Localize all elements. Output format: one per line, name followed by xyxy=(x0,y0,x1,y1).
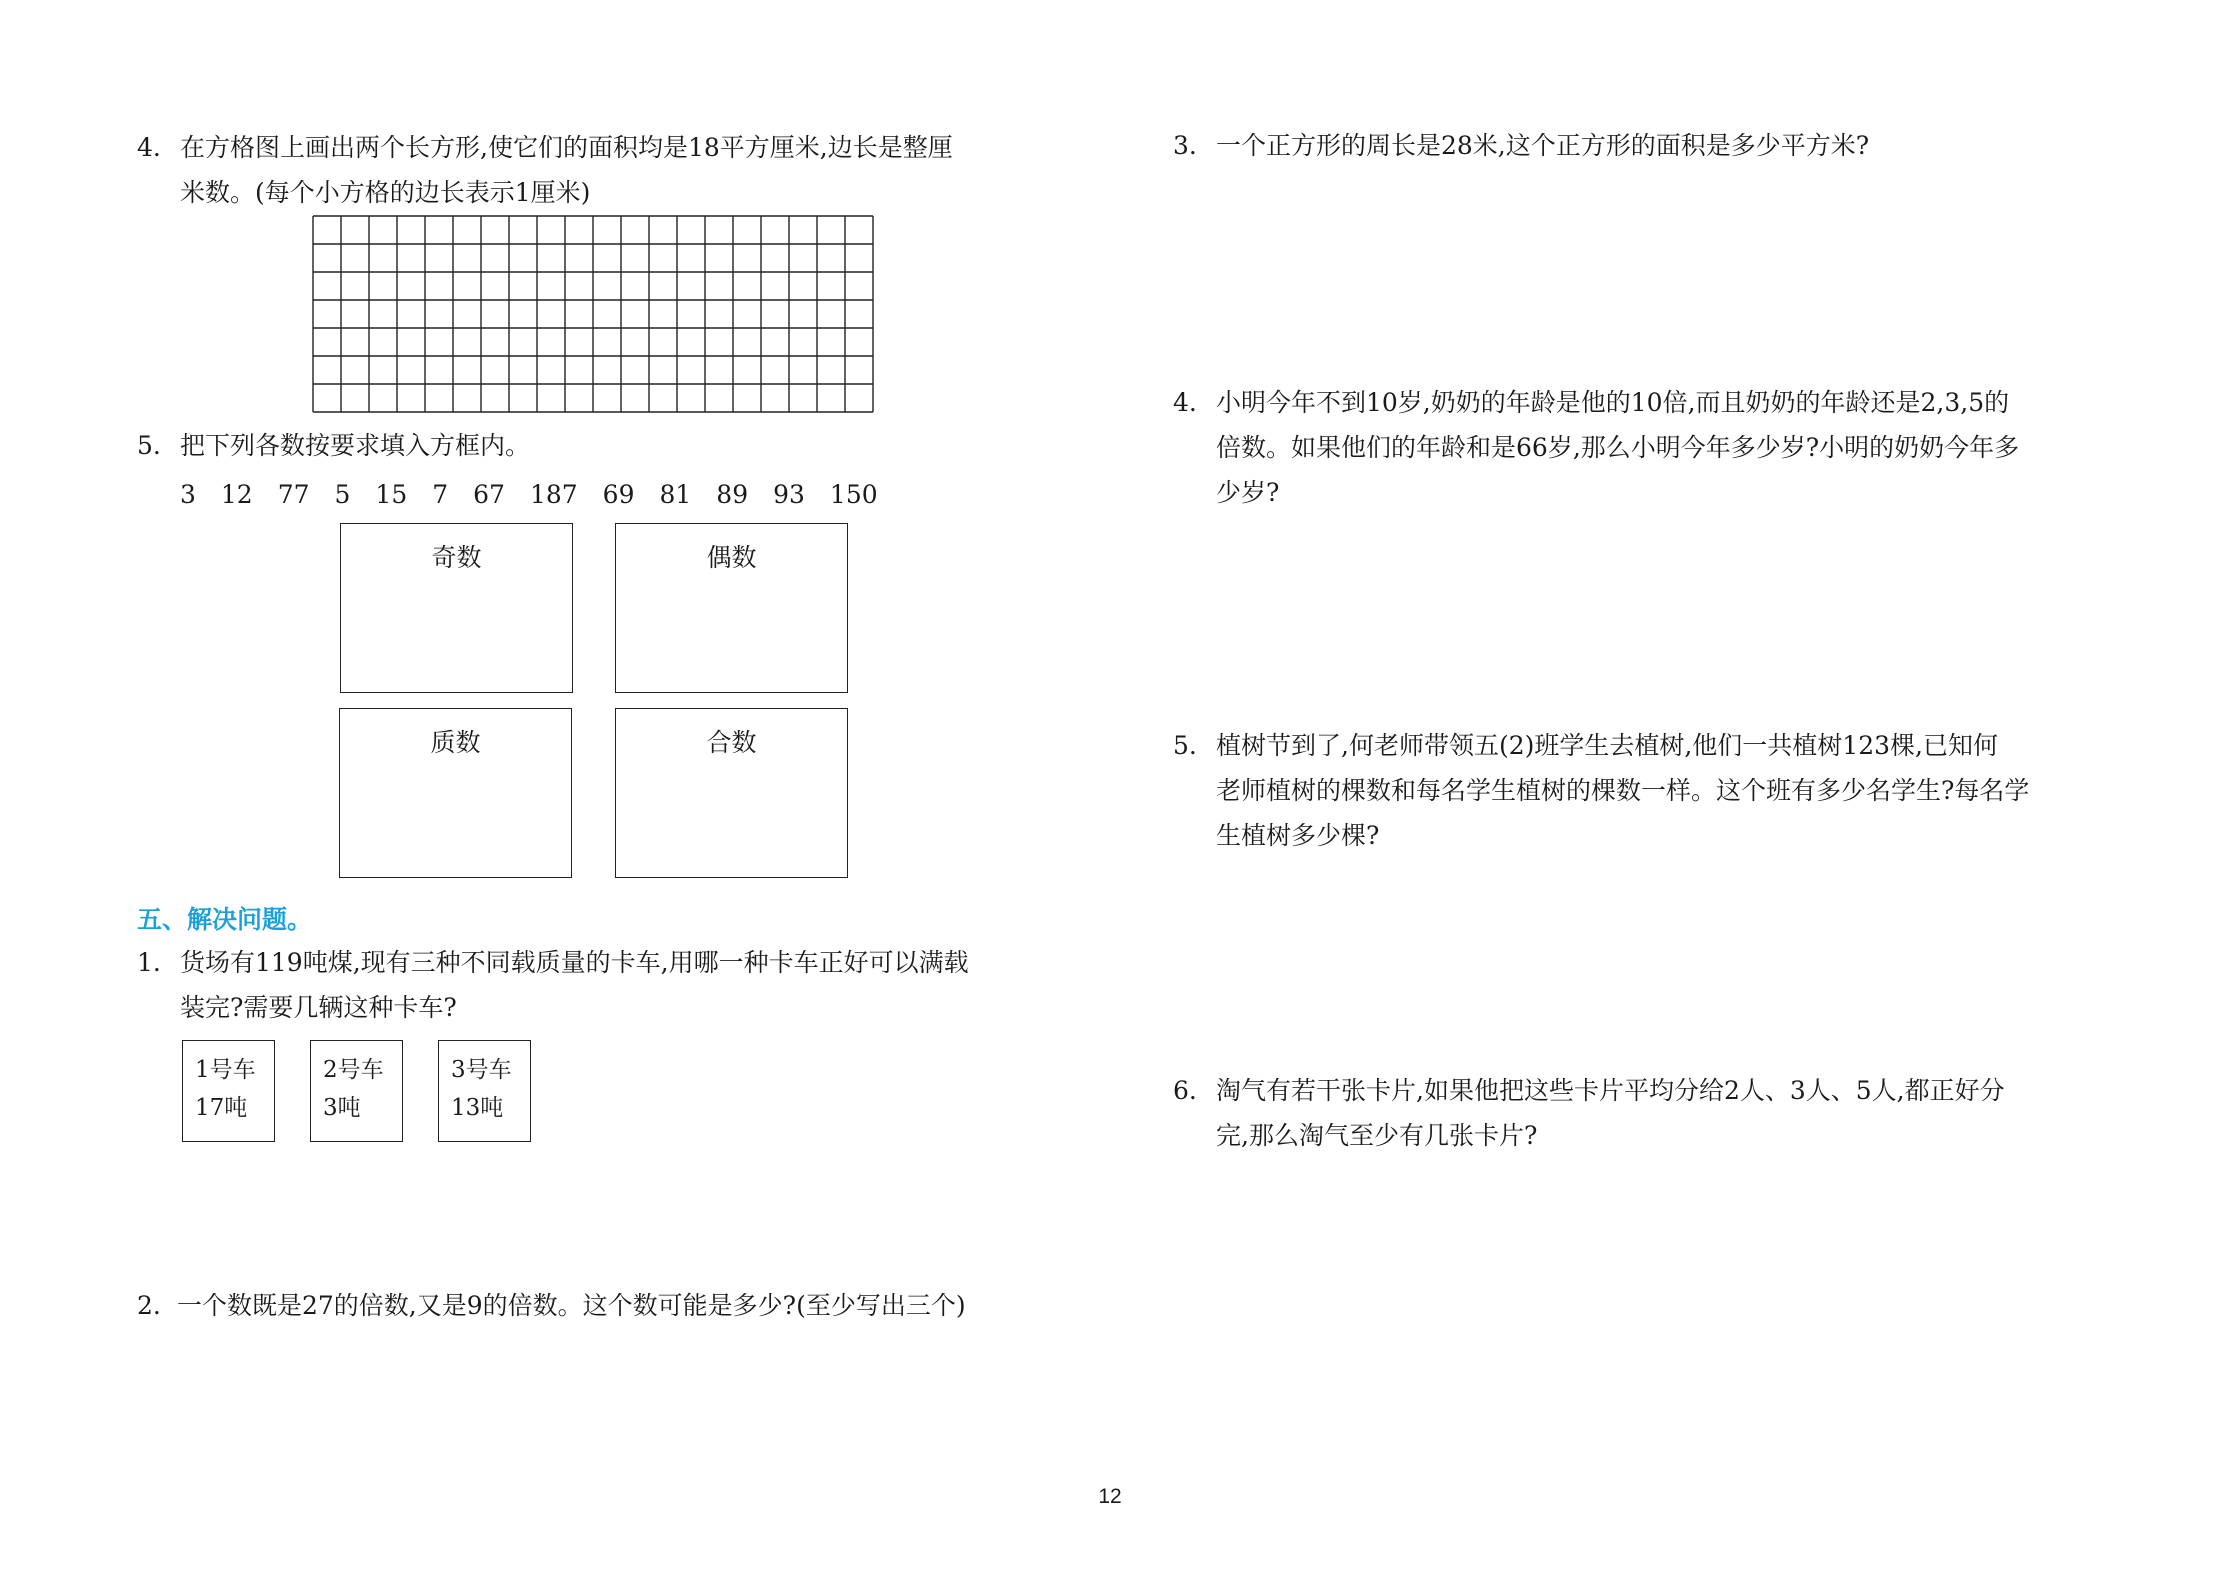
problem-4 xyxy=(1173,380,2113,515)
truck-name: 3号车 xyxy=(451,1057,512,1083)
question-5 xyxy=(137,423,1067,468)
odd-numbers-box[interactable] xyxy=(340,523,573,693)
problem-5 xyxy=(1173,723,2113,858)
box-label: 合数 xyxy=(706,728,757,757)
question-text: 把下列各数按要求填入方框内。 xyxy=(180,431,531,460)
question-text: 完,那么淘气至少有几张卡片? xyxy=(1216,1121,1538,1150)
question-4 xyxy=(137,125,1067,215)
truck-load: 3吨 xyxy=(323,1095,361,1121)
question-number: 2. xyxy=(137,1291,161,1320)
question-text: 一个正方形的周长是28米,这个正方形的面积是多少平方米? xyxy=(1216,131,1870,160)
problem-2 xyxy=(137,1283,1137,1328)
question-text: 老师植树的棵数和每名学生植树的棵数一样。这个班有多少名学生?每名学 xyxy=(1216,776,2030,805)
box-label: 质数 xyxy=(430,728,481,757)
truck-name: 2号车 xyxy=(323,1057,384,1083)
question-text: 生植树多少棵? xyxy=(1216,821,1380,850)
question-text: 倍数。如果他们的年龄和是66岁,那么小明今年多少岁?小明的奶奶今年多 xyxy=(1216,433,2020,462)
box-label: 偶数 xyxy=(706,543,757,572)
number-list: 3 12 77 5 15 7 67 187 69 81 89 93 150 xyxy=(180,480,878,509)
even-numbers-box[interactable] xyxy=(615,523,848,693)
grid-paper xyxy=(312,215,874,413)
truck-card-1 xyxy=(182,1040,275,1142)
prime-numbers-box[interactable] xyxy=(339,708,572,878)
page-number: 12 xyxy=(1098,1485,1122,1508)
question-text: 一个数既是27的倍数,又是9的倍数。这个数可能是多少?(至少写出三个) xyxy=(177,1291,966,1320)
question-number: 5. xyxy=(1173,731,1197,760)
truck-card-3 xyxy=(438,1040,531,1142)
box-label: 奇数 xyxy=(431,543,482,572)
question-number: 4. xyxy=(137,133,161,162)
question-text: 小明今年不到10岁,奶奶的年龄是他的10倍,而且奶奶的年龄还是2,3,5的 xyxy=(1216,388,2010,417)
problem-6 xyxy=(1173,1068,2113,1158)
problem-3 xyxy=(1173,123,2113,168)
question-number: 5. xyxy=(137,431,161,460)
question-text: 装完?需要几辆这种卡车? xyxy=(180,993,457,1022)
section-heading: 五、解决问题。 xyxy=(137,905,313,934)
question-number: 6. xyxy=(1173,1076,1197,1105)
question-text: 在方格图上画出两个长方形,使它们的面积均是18平方厘米,边长是整厘 xyxy=(180,133,953,162)
question-number: 3. xyxy=(1173,131,1197,160)
question-text: 植树节到了,何老师带领五(2)班学生去植树,他们一共植树123棵,已知何 xyxy=(1216,731,1998,760)
question-text: 少岁? xyxy=(1216,478,1280,507)
problem-1 xyxy=(137,940,1067,1030)
question-number: 4. xyxy=(1173,388,1197,417)
truck-name: 1号车 xyxy=(195,1057,256,1083)
question-text: 米数。(每个小方格的边长表示1厘米) xyxy=(180,178,591,207)
truck-load: 17吨 xyxy=(195,1095,248,1121)
question-text: 货场有119吨煤,现有三种不同载质量的卡车,用哪一种卡车正好可以满载 xyxy=(180,948,969,977)
composite-numbers-box[interactable] xyxy=(615,708,848,878)
question-number: 1. xyxy=(137,948,161,977)
truck-load: 13吨 xyxy=(451,1095,504,1121)
truck-card-2 xyxy=(310,1040,403,1142)
question-text: 淘气有若干张卡片,如果他把这些卡片平均分给2人、3人、5人,都正好分 xyxy=(1216,1076,2005,1105)
